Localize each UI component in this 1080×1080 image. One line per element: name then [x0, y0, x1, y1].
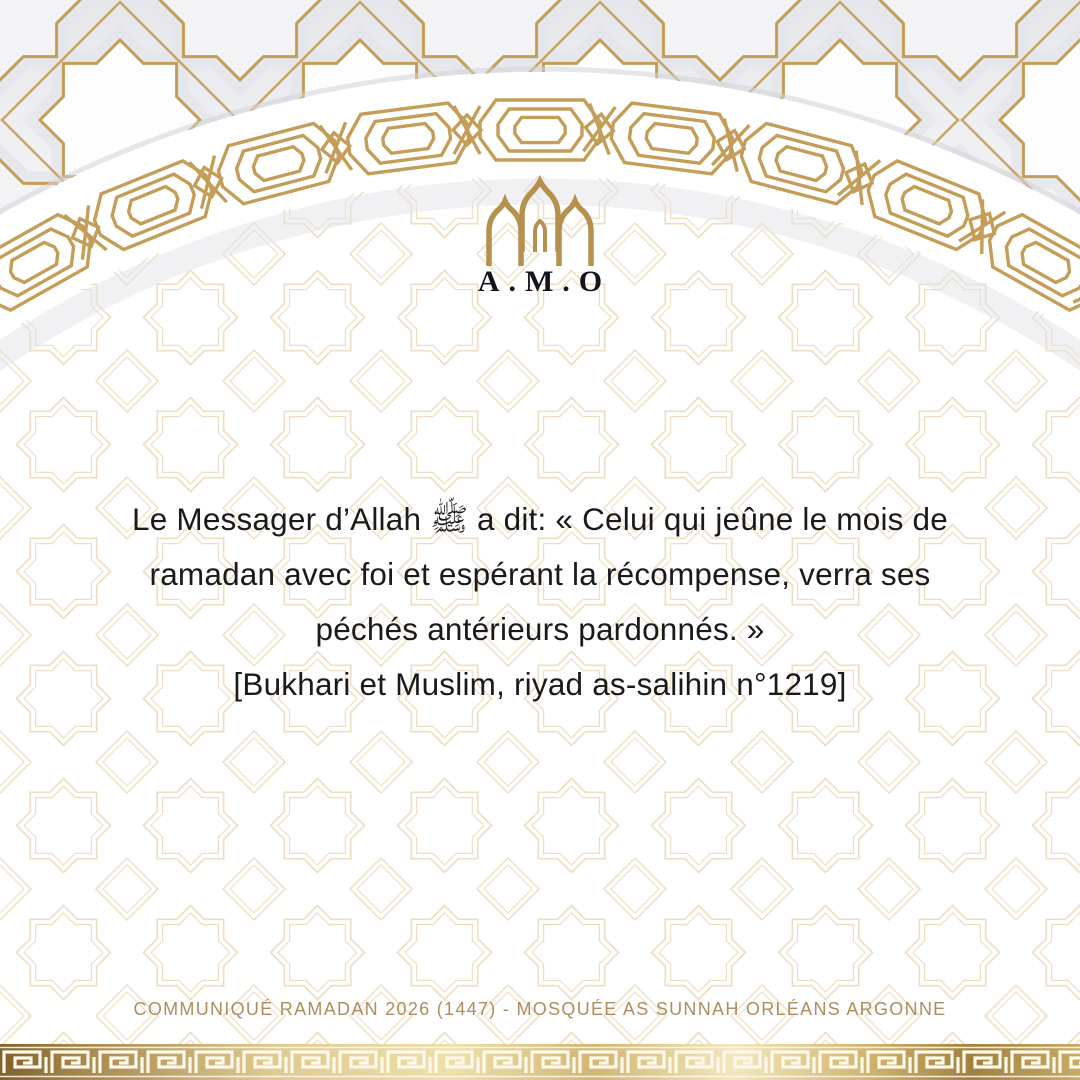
bottom-gold-bar — [0, 1044, 1080, 1080]
logo-acronym: A.M.O — [477, 265, 612, 298]
quote-line: Le Messager d’Allah ﷺ a dit: « Celui qui jeûne le mois de — [131, 501, 948, 537]
hadith-quote — [0, 492, 1080, 712]
footer-communique: COMMUNIQUÉ RAMADAN 2026 (1447) - MOSQUÉE AS SUNNAH ORLÉANS ARGONNE — [133, 999, 947, 1019]
quote-line: ramadan avec foi et espérant la récompense, verra ses — [149, 556, 931, 592]
quote-line: [Bukhari et Muslim, riyad as-salihin n°1219] — [233, 666, 847, 702]
quote-line: péchés antérieurs pardonnés. » — [315, 611, 765, 647]
